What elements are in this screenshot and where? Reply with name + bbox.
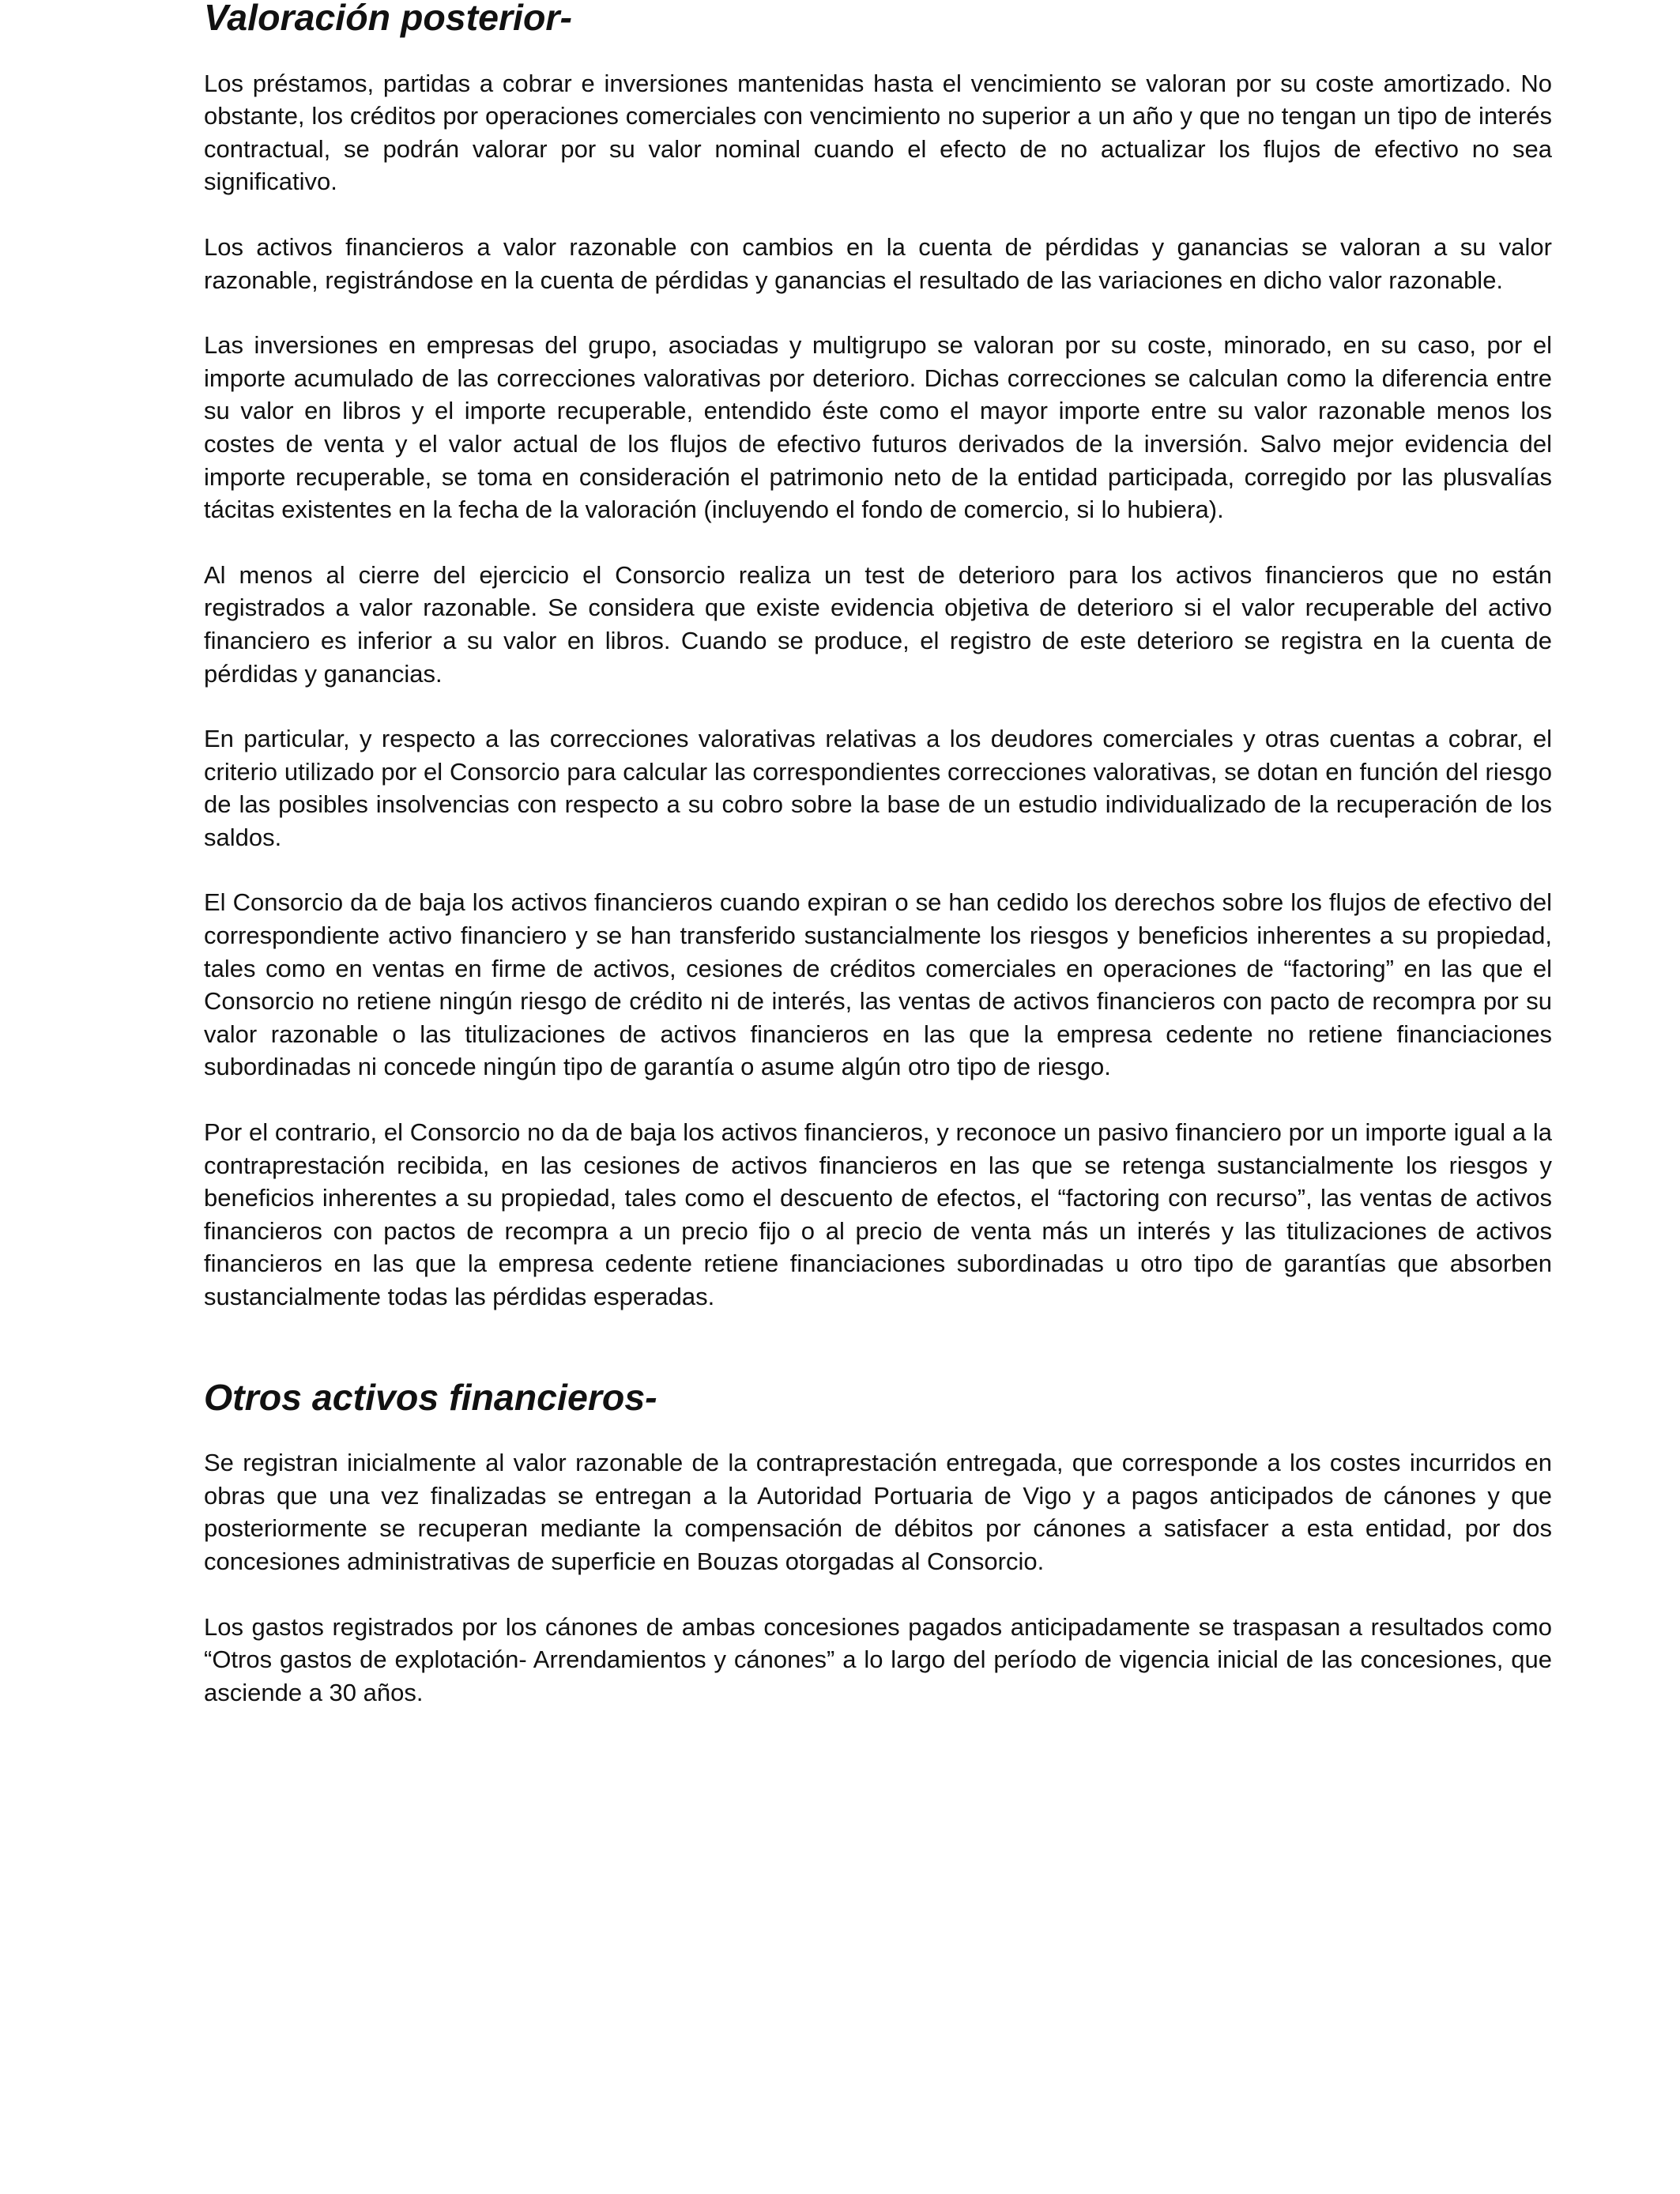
paragraph-coste-amortizado: Los préstamos, partidas a cobrar e inversiones mantenidas hasta el vencimiento se valoran por su coste amortizado. No obstante, los créditos por operaciones comerciales con vencimiento no superior a un año y que no tengan un tipo de interés contractual, se podrán valorar por su valor nominal cuando el efecto de no actualizar los flujos de efectivo no sea significativo. (204, 69, 1552, 196)
paragraph-no-baja-activos: Por el contrario, el Consorcio no da de baja los activos financieros, y reconoce un pasivo financiero por un importe igual a la contraprestación recibida, en las cesiones de activos financieros en las que se retenga sustancialmente los riesgos y beneficios inherentes a su propiedad, tales como el descuento de efectos, el “factoring con recurso”, las ventas de activos financieros con pactos de recompra a un precio fijo o al precio de venta más un interés y las titulizaciones de activos financieros en las que la empresa cedente retiene financiaciones subordinadas u otro tipo de garantías que absorben sustancialmente todas las pérdidas esperadas. (204, 1118, 1552, 1310)
paragraph-inversiones-grupo: Las inversiones en empresas del grupo, asociadas y multigrupo se valoran por su coste, minorado, en su caso, por el importe acumulado de las correcciones valorativas por deterioro. Dichas correcciones se calculan como la diferencia entre su valor en libros y el importe recuperable, entendido éste como el mayor importe entre su valor razonable menos los costes de venta y el valor actual de los flujos de efectivo futuros derivados de la inversión. Salvo mejor evidencia del importe recuperable, se toma en consideración el patrimonio neto de la entidad participada, corregido por las plusvalías tácitas existentes en la fecha de la valoración (incluyendo el fondo de comercio, si lo hubiera). (204, 331, 1552, 524)
paragraph-baja-activos: El Consorcio da de baja los activos financieros cuando expiran o se han cedido los derechos sobre los flujos de efectivo del correspondiente activo financiero y se han transferido sustancialmente los riesgos y beneficios inherentes a su propiedad, tales como en ventas en firme de activos, cesiones de créditos comerciales en operaciones de “factoring” en las que el Consorcio no retiene ningún riesgo de crédito ni de interés, las ventas de activos financieros con pacto de recompra por su valor razonable o las titulizaciones de activos financieros en las que la empresa cedente no retiene financiaciones subordinadas ni concede ningún tipo de garantía o asume algún otro tipo de riesgo. (204, 888, 1552, 1081)
section-heading-otros-activos: Otros activos financieros- (204, 1376, 657, 1418)
paragraph-deudores-comerciales: En particular, y respecto a las correcciones valorativas relativas a los deudores comerciales y otras cuentas a cobrar, el criterio utilizado por el Consorcio para calcular las correspondientes correcciones valorativas, se dotan en función del riesgo de las posibles insolvencias con respecto a su cobro sobre la base de un estudio individualizado de la recuperación de los saldos. (204, 725, 1552, 851)
paragraph-registro-inicial: Se registran inicialmente al valor razonable de la contraprestación entregada, que corresponde a los costes incurridos en obras que una vez finalizadas se entregan a la Autoridad Portuaria de Vigo y a pagos anticipados de cánones y que posteriormente se recuperan mediante la compensación de débitos por cánones a satisfacer a esta entidad, por dos concesiones administrativas de superficie en Bouzas otorgadas al Consorcio. (204, 1449, 1552, 1575)
paragraph-test-deterioro: Al menos al cierre del ejercicio el Consorcio realiza un test de deterioro para los activos financieros que no están registrados a valor razonable. Se considera que existe evidencia objetiva de deterioro si el valor recuperable del activo financiero es inferior a su valor en libros. Cuando se produce, el registro de este deterioro se registra en la cuenta de pérdidas y ganancias. (204, 560, 1552, 688)
paragraph-valor-razonable: Los activos financieros a valor razonable con cambios en la cuenta de pérdidas y ganancias se valoran a su valor razonable, registrándose en la cuenta de pérdidas y ganancias el resultado de las variaciones en dicho valor razonable. (204, 232, 1552, 294)
section-heading-valoracion-posterior: Valoración posterior- (204, 0, 572, 38)
paragraph-gastos-canones: Los gastos registrados por los cánones de ambas concesiones pagados anticipadamente se traspasan a resultados como “Otros gastos de explotación- Arrendamientos y cánones” a lo largo del período de vigencia inicial de las concesiones, que asciende a 30 años. (204, 1612, 1552, 1706)
document-page (204, 0, 1552, 1709)
